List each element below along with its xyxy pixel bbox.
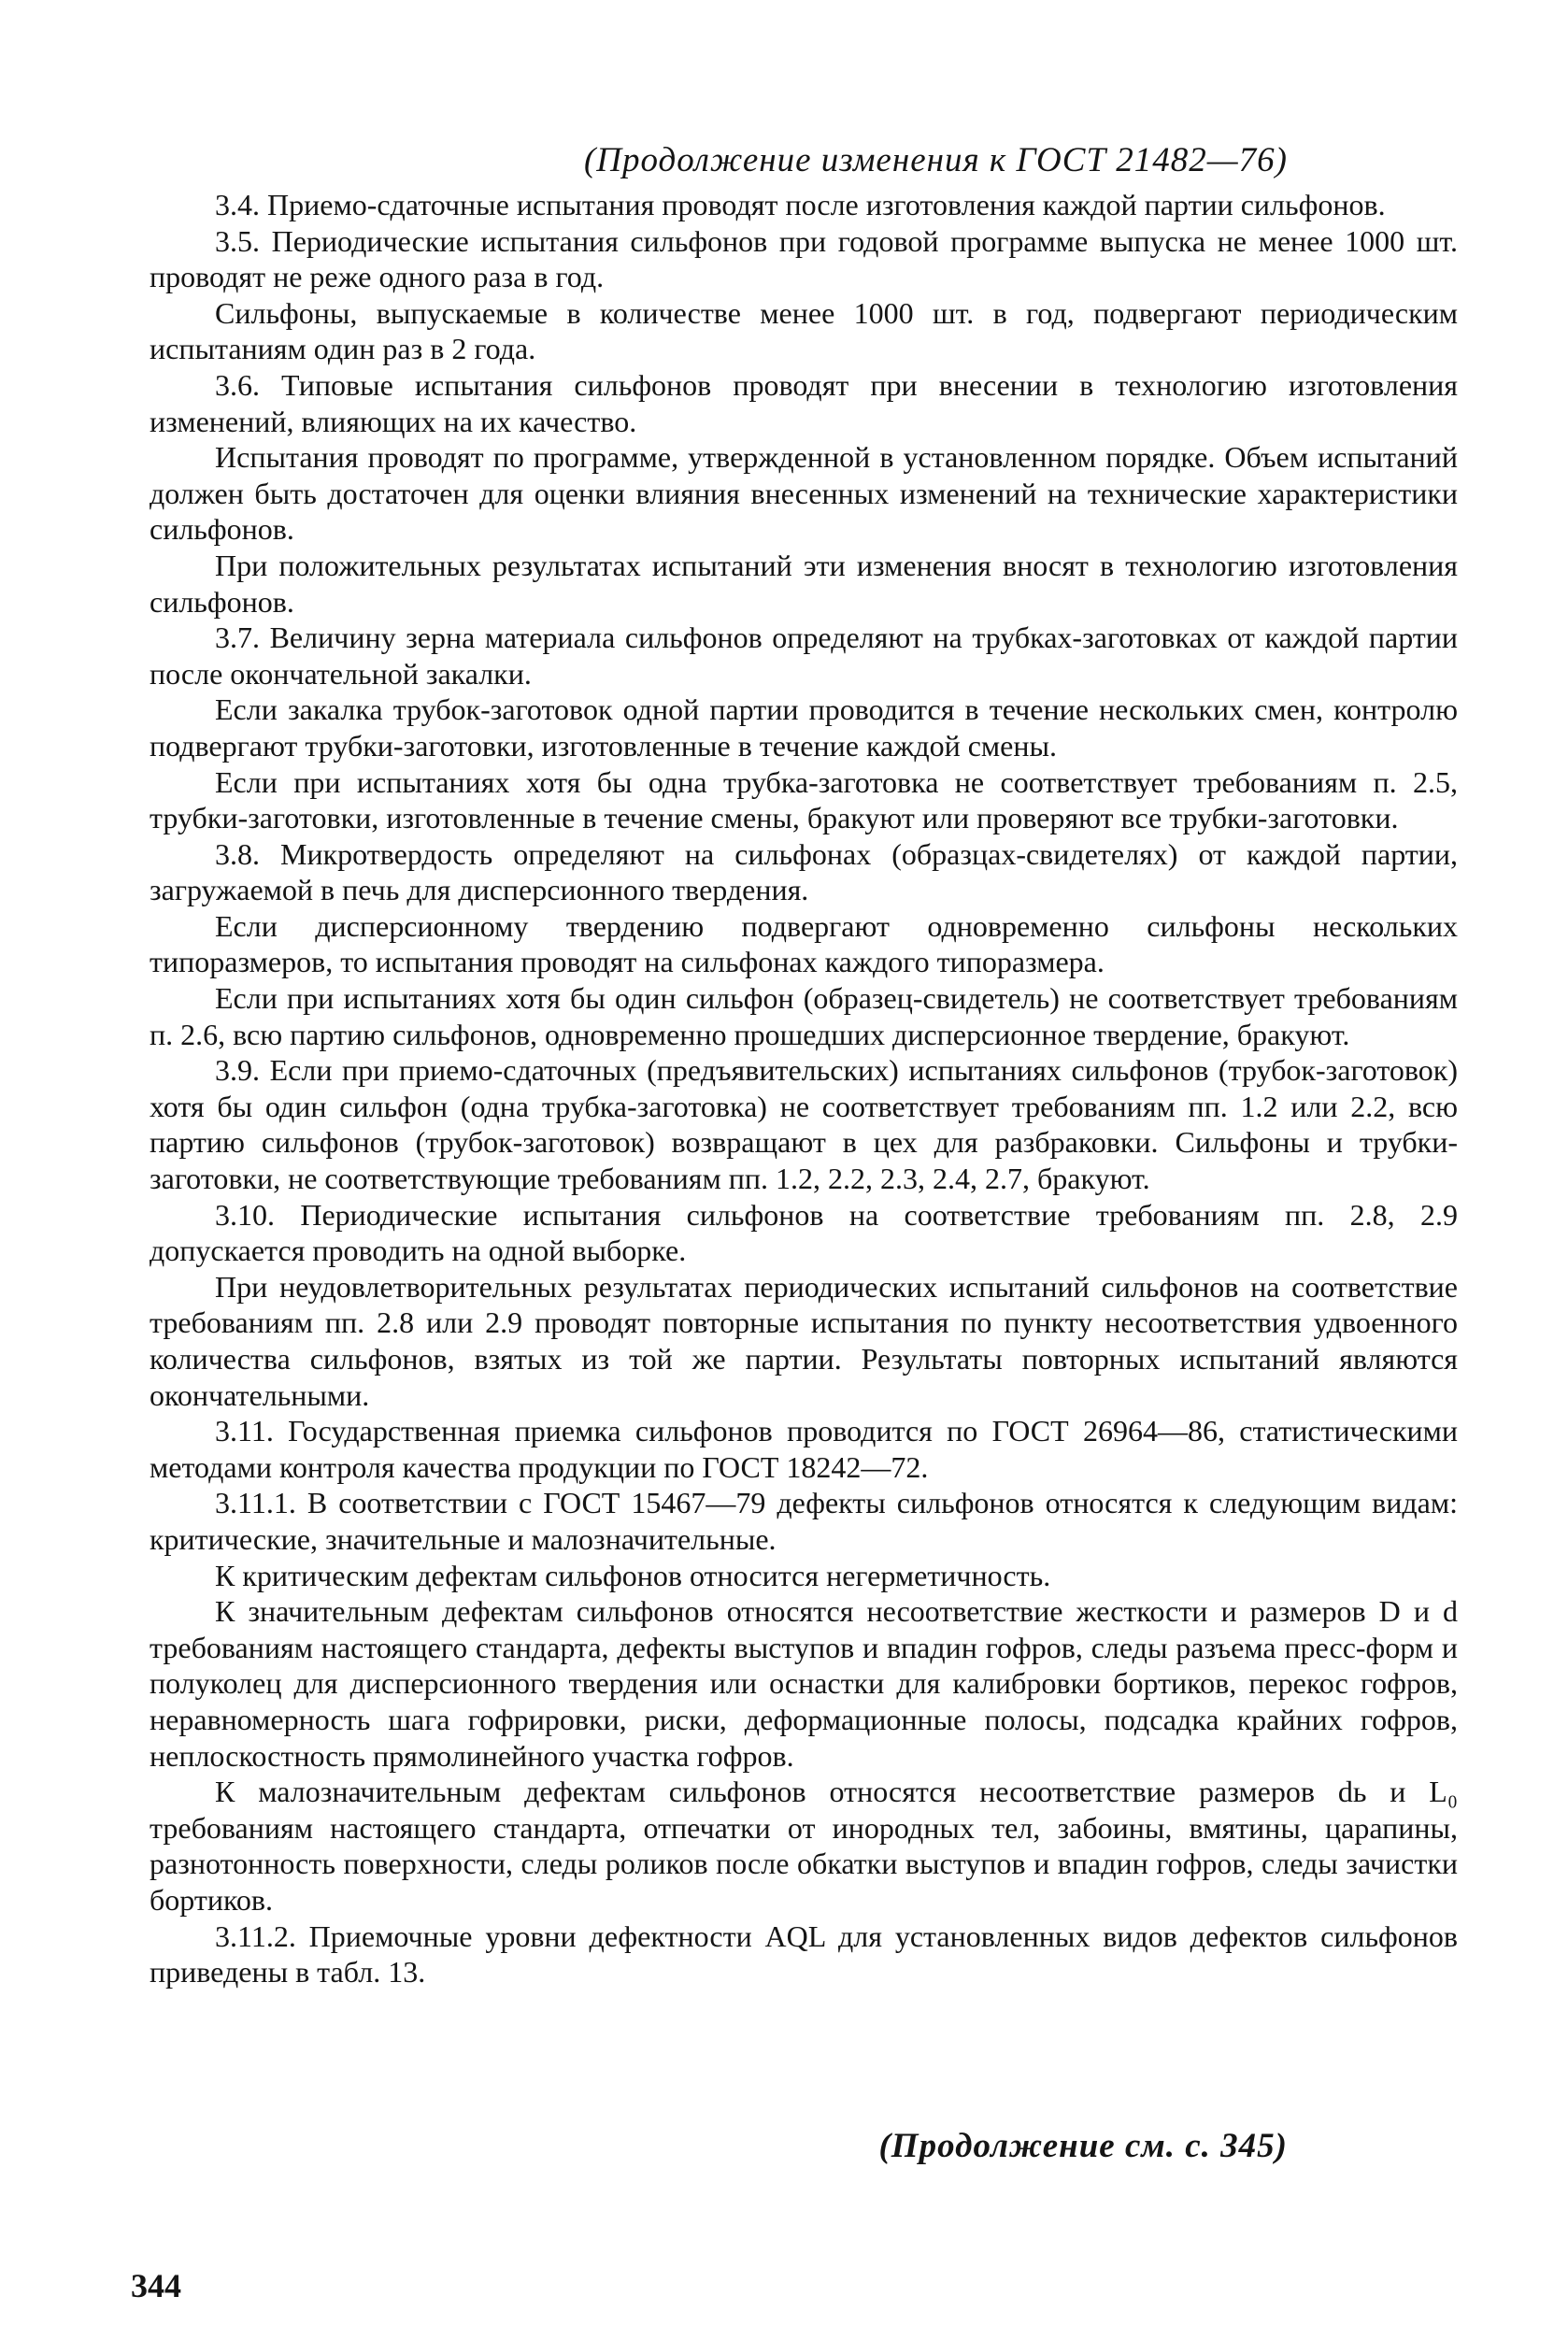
running-header: (Продолжение изменения к ГОСТ 21482—76) bbox=[583, 141, 1288, 179]
paragraph-3-5: 3.5. Периодические испытания сильфонов при годовой программе выпуска не менее 1000 шт. проводят не реже одного раза в год. bbox=[150, 223, 1458, 294]
paragraph-3-4: 3.4. Приемо-сдаточные испытания проводят после изготовления каждой партии сильфонов. bbox=[215, 188, 1386, 221]
paragraph-3-10: 3.10. Периодические испытания сильфонов на соответствие требованиям пп. 2.8, 2.9 допускается проводить на одной выборке. bbox=[150, 1197, 1458, 1268]
paragraph-3-11-1: 3.11.1. В соответствии с ГОСТ 15467—79 дефекты сильфонов относятся к следующим видам: критические, значительные и малозначительные. bbox=[150, 1486, 1458, 1556]
paragraph-3-5-note: Сильфоны, выпускаемые в количестве менее 1000 шт. в год, подвергают периодическим испытаниям один раз в 2 года. bbox=[150, 295, 1458, 366]
paragraph-3-7-shifts: Если закалка трубок-заготовок одной партии проводится в течение нескольких смен, контролю подвергают трубки-заготовки, изготовленные в течение каждой смены. bbox=[150, 692, 1458, 763]
continuation-note: (Продолжение см. с. 345) bbox=[878, 2127, 1288, 2165]
page-number: 344 bbox=[131, 2267, 181, 2304]
paragraph-3-9: 3.9. Если при приемо-сдаточных (предъявительских) испытаниях сильфонов (трубок-заготовок) хотя бы один сильфон (одна трубка-заготовка) не соответствует требованиям пп. 1.2 или 2.2, всю партию сильфонов (трубок-заготовок) возвращают в цех для разбраковки. Сильфоны и трубки-заготовки, не соответствующие требованиям пп. 1.2, 2.2, 2.3, 2.4, 2.7, бракуют. bbox=[150, 1053, 1458, 1196]
paragraph-3-6: 3.6. Типовые испытания сильфонов проводят при внесении в технологию изготовления изменений, влияющих на их качество. bbox=[150, 367, 1458, 438]
paragraph-3-11-2: 3.11.2. Приемочные уровни дефектности AQL для установленных видов дефектов сильфонов приведены в табл. 13. bbox=[150, 1918, 1458, 1990]
paragraph-3-11: 3.11. Государственная приемка сильфонов проводится по ГОСТ 26964—86, статистическими методами контроля качества продукции по ГОСТ 18242—72. bbox=[150, 1414, 1458, 1484]
paragraph-3-7: 3.7. Величину зерна материала сильфонов определяют на трубках-заготовках от каждой партии после окончательной закалки. bbox=[150, 620, 1458, 691]
paragraph-3-6-results: При положительных результатах испытаний эти изменения вносят в технологию изготовления сильфонов. bbox=[150, 548, 1458, 619]
paragraph-3-8: 3.8. Микротвердость определяют на сильфонах (образцах-свидетелях) от каждой партии, загружаемой в печь для дисперсионного твердения. bbox=[150, 836, 1458, 907]
paragraph-3-7-reject: Если при испытаниях хотя бы одна трубка-заготовка не соответствует требованиям п. 2.5, трубки-заготовки, изготовленные в течение смены, бракуют или проверяют все трубки-заготовки. bbox=[150, 764, 1458, 835]
paragraph-3-8-sizes: Если дисперсионному твердению подвергают одновременно сильфоны нескольких типоразмеров, то испытания проводят на сильфонах каждого типоразмера. bbox=[150, 908, 1458, 979]
paragraph-minor-defects: К малозначительным дефектам сильфонов относятся несоответствие размеров dь и L₀ требованиям настоящего стандарта, отпечатки от инородных тел, забоины, вмятины, царапины, разнотонность поверхности, следы роликов после обкатки выступов и впадин гофров, следы зачистки бортиков. bbox=[150, 1775, 1458, 1917]
paragraph-3-10-retest: При неудовлетворительных результатах периодических испытаний сильфонов на соответствие требованиям пп. 2.8 или 2.9 проводят повторные испытания по пункту несоответствия удвоенного количества сильфонов, взятых из той же партии. Результаты повторных испытаний являются окончательными. bbox=[150, 1269, 1458, 1412]
paragraph-3-6-program: Испытания проводят по программе, утвержденной в установленном порядке. Объем испытаний должен быть достаточен для оценки влияния внесенных изменений на технические характеристики сильфонов. bbox=[150, 440, 1458, 547]
paragraph-3-8-reject: Если при испытаниях хотя бы один сильфон (образец-свидетель) не соответствует требованиям п. 2.6, всю партию сильфонов, одновременно прошедших дисперсионное твердение, бракуют. bbox=[150, 981, 1458, 1051]
paragraph-major-defects: К значительным дефектам сильфонов относятся несоответствие жесткости и размеров D и d требованиям настоящего стандарта, дефекты выступов и впадин гофров, следы разъема пресс-форм и полуколец для дисперсионного твердения или оснастки для калибровки бортиков, перекос гофров, неравномерность шага гофрировки, риски, деформационные полосы, подсадка крайних гофров, неплоскостность прямолинейного участка гофров. bbox=[150, 1594, 1458, 1773]
body-text bbox=[150, 187, 1458, 1990]
paragraph-critical-defects: К критическим дефектам сильфонов относится негерметичность. bbox=[215, 1558, 1051, 1592]
